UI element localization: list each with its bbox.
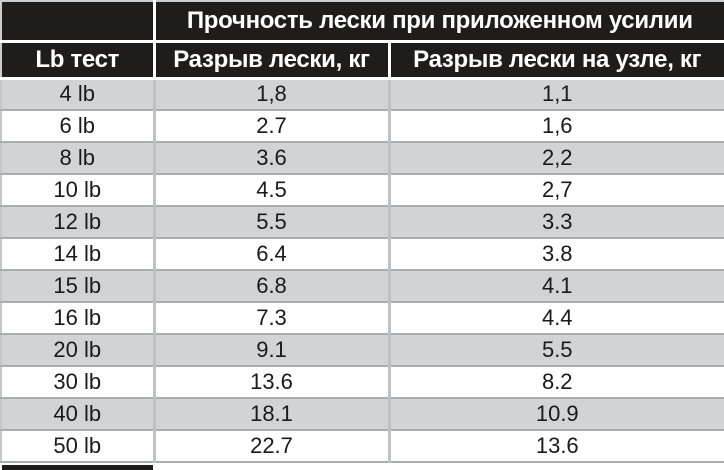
table-row (1, 206, 724, 238)
cell-break-strength: 6.8 (154, 270, 389, 302)
cell-knot-strength: 1,1 (389, 78, 724, 110)
cell-break-strength: 3.6 (154, 142, 389, 174)
cell-break-strength: 6.4 (154, 238, 389, 270)
table-row (1, 302, 724, 334)
table-row (1, 430, 724, 462)
cropped-next-row-strip (0, 463, 724, 470)
cell-knot-strength: 5.5 (389, 334, 724, 366)
corner-empty-cell (1, 1, 154, 41)
cell-lb-test: 16 lb (1, 302, 154, 334)
cell-break-strength: 18.1 (154, 398, 389, 430)
column-header-row (1, 41, 724, 78)
cell-lb-test: 14 lb (1, 238, 154, 270)
cell-break-strength: 4.5 (154, 174, 389, 206)
cell-knot-strength: 10.9 (389, 398, 724, 430)
cell-knot-strength: 13.6 (389, 430, 724, 462)
cell-knot-strength: 2,2 (389, 142, 724, 174)
cell-knot-strength: 2,7 (389, 174, 724, 206)
cell-lb-test: 20 lb (1, 334, 154, 366)
cell-lb-test: 40 lb (1, 398, 154, 430)
table-title: Прочность лески при приложенном усилии (154, 1, 724, 41)
cell-knot-strength: 8.2 (389, 366, 724, 398)
table-row (1, 334, 724, 366)
table-row (1, 398, 724, 430)
cell-break-strength: 1,8 (154, 78, 389, 110)
cell-knot-strength: 4.1 (389, 270, 724, 302)
cell-lb-test: 30 lb (1, 366, 154, 398)
table-row (1, 110, 724, 142)
cell-break-strength: 22.7 (154, 430, 389, 462)
table-header (1, 1, 724, 78)
table-row (1, 270, 724, 302)
cell-knot-strength: 4.4 (389, 302, 724, 334)
table-row (1, 142, 724, 174)
table-row (1, 174, 724, 206)
table-row (1, 366, 724, 398)
cell-lb-test: 10 lb (1, 174, 154, 206)
cell-lb-test: 6 lb (1, 110, 154, 142)
table-body (1, 78, 724, 462)
cropped-black-cell-fragment (2, 465, 153, 470)
col-header-lb-test: Lb тест (1, 41, 154, 78)
merged-title-row (1, 1, 724, 41)
cell-break-strength: 7.3 (154, 302, 389, 334)
col-header-knot-strength: Разрыв лески на узле, кг (389, 41, 724, 78)
cell-knot-strength: 1,6 (389, 110, 724, 142)
table-row (1, 238, 724, 270)
cell-break-strength: 5.5 (154, 206, 389, 238)
col-header-break-strength: Разрыв лески, кг (154, 41, 389, 78)
cell-knot-strength: 3.3 (389, 206, 724, 238)
cell-lb-test: 50 lb (1, 430, 154, 462)
cell-knot-strength: 3.8 (389, 238, 724, 270)
table-row (1, 78, 724, 110)
cell-break-strength: 2.7 (154, 110, 389, 142)
cell-lb-test: 4 lb (1, 78, 154, 110)
cell-lb-test: 8 lb (1, 142, 154, 174)
cell-lb-test: 15 lb (1, 270, 154, 302)
cell-lb-test: 12 lb (1, 206, 154, 238)
cell-break-strength: 13.6 (154, 366, 389, 398)
cell-break-strength: 9.1 (154, 334, 389, 366)
